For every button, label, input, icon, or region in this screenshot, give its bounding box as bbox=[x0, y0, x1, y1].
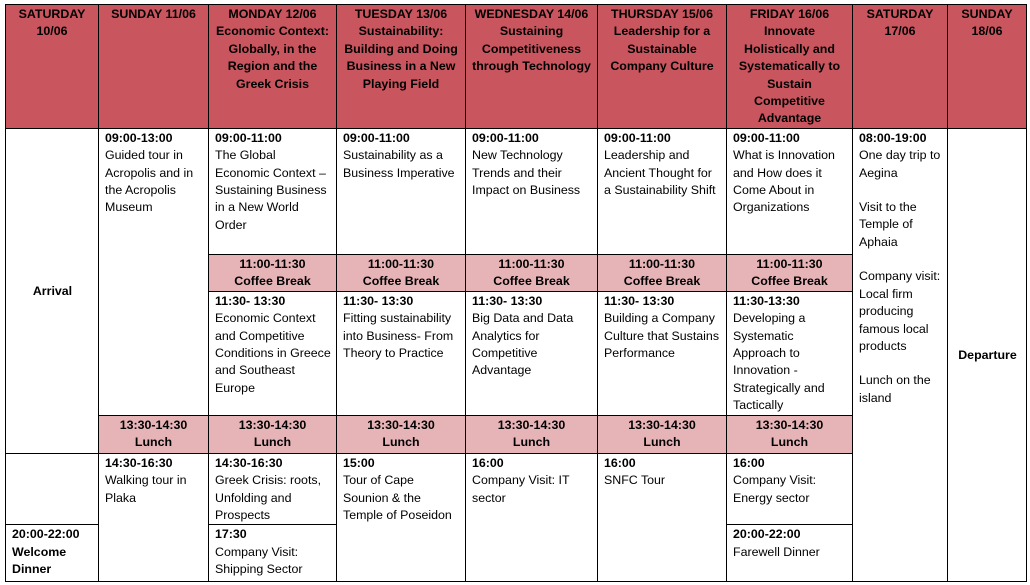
day-name: TUESDAY 13/06 bbox=[354, 7, 448, 21]
break-time: 13:30-14:30 bbox=[367, 417, 435, 432]
day-theme: Leadership for a Sustainable Company Culture bbox=[610, 24, 714, 74]
session-label: Economic Context and Competitive Conditions in Greece and Southeast Europe bbox=[215, 311, 331, 395]
session-time: 16:00 bbox=[604, 455, 636, 470]
session-label: The Global Economic Context – Sustaining Business in a New World Order bbox=[215, 148, 327, 232]
session-label: Guided tour in Acropolis and in the Acropolis Museum bbox=[105, 148, 194, 215]
mon12-coffee bbox=[209, 254, 337, 291]
sun11-lunch bbox=[99, 415, 209, 453]
break-label: Lunch bbox=[134, 435, 173, 450]
session-time: 11:30- 13:30 bbox=[604, 293, 675, 308]
day-name: SATURDAY bbox=[18, 7, 86, 21]
header-sunday-11 bbox=[99, 5, 209, 129]
fri16-lunch bbox=[727, 415, 853, 453]
session-time: 09:00-11:00 bbox=[733, 130, 800, 145]
header-friday-16 bbox=[727, 5, 853, 129]
header-thursday-15 bbox=[598, 5, 727, 129]
break-time: 13:30-14:30 bbox=[497, 417, 566, 432]
break-label: Coffee Break bbox=[623, 274, 701, 289]
session-time: 09:00-11:00 bbox=[343, 130, 410, 145]
tue13-session-1 bbox=[337, 128, 466, 254]
break-label: Coffee Break bbox=[751, 274, 828, 289]
departure-cell bbox=[948, 128, 1027, 581]
session-time: 09:00-11:00 bbox=[604, 130, 671, 145]
break-time: 13:30-14:30 bbox=[238, 417, 307, 432]
session-time: 20:00-22:00 bbox=[12, 527, 80, 542]
fri16-session-3 bbox=[727, 453, 853, 525]
header-wednesday-14 bbox=[466, 5, 598, 129]
break-time: 11:00-11:30 bbox=[628, 256, 696, 271]
mon12-session-1 bbox=[209, 128, 337, 254]
mon12-lunch bbox=[209, 415, 337, 453]
fri16-session-2 bbox=[727, 291, 853, 415]
header-monday-12 bbox=[209, 5, 337, 129]
thu15-session-3 bbox=[598, 453, 727, 582]
thu15-lunch bbox=[598, 415, 727, 453]
day-date: 18/06 bbox=[971, 24, 1003, 39]
wed14-coffee bbox=[466, 254, 598, 291]
session-label: Company Visit: Energy sector bbox=[733, 473, 817, 505]
break-time: 11:00-11:30 bbox=[367, 256, 435, 271]
trip-line-2: Visit to the Temple of Aphaia bbox=[859, 200, 917, 249]
session-label: Welcome Dinner bbox=[12, 544, 67, 577]
day-theme: Innovate Holistically and Systematically to Sustain Competitive Advantage bbox=[738, 24, 841, 126]
trip-line-3: Company visit: Local firm producing famous local products bbox=[859, 269, 941, 353]
day-name: SUNDAY 11/06 bbox=[111, 7, 196, 21]
wed14-lunch bbox=[466, 415, 598, 453]
day-date: 17/06 bbox=[884, 24, 916, 39]
session-time: 14:30-16:30 bbox=[105, 455, 173, 470]
break-label: Coffee Break bbox=[493, 274, 570, 289]
thu15-session-2 bbox=[598, 291, 727, 415]
trip-line-1: One day trip to Aegina bbox=[859, 148, 941, 180]
mon12-session-2 bbox=[209, 291, 337, 415]
session-label: Company Visit: IT sector bbox=[472, 473, 570, 505]
wed14-session-1 bbox=[466, 128, 598, 254]
break-label: Lunch bbox=[253, 435, 292, 450]
mon12-session-3 bbox=[209, 453, 337, 525]
session-label: Building a Company Culture that Sustains Performance bbox=[604, 311, 720, 361]
break-time: 13:30-14:30 bbox=[119, 417, 188, 432]
session-time: 15:00 bbox=[343, 455, 375, 470]
day-theme: Sustaining Competitiveness through Technology bbox=[472, 24, 591, 74]
session-label: What is Innovation and How does it Come About in Organizations bbox=[733, 148, 835, 215]
session-time: 08:00-19:00 bbox=[859, 130, 927, 145]
sat17-day-trip bbox=[853, 128, 948, 581]
arrival-label: Arrival bbox=[32, 283, 73, 298]
sat10-afternoon-empty bbox=[6, 453, 99, 525]
session-label: Greek Crisis: roots, Unfolding and Prospects bbox=[215, 473, 322, 522]
session-label: Company Visit: Shipping Sector bbox=[215, 544, 303, 577]
break-label: Lunch bbox=[382, 435, 420, 450]
break-time: 11:00-11:30 bbox=[239, 256, 306, 271]
wed14-session-2 bbox=[466, 291, 598, 415]
break-label: Lunch bbox=[512, 435, 551, 450]
tue13-session-2 bbox=[337, 291, 466, 415]
session-time: 09:00-11:00 bbox=[472, 130, 539, 145]
fri16-coffee bbox=[727, 254, 853, 291]
wed14-session-3 bbox=[466, 453, 598, 582]
sat10-welcome-dinner bbox=[6, 525, 99, 582]
header-saturday-17 bbox=[853, 5, 948, 129]
day-date: 10/06 bbox=[36, 24, 68, 39]
header-row bbox=[6, 5, 1027, 129]
tue13-session-3 bbox=[337, 453, 466, 582]
session-time: 11:30-13:30 bbox=[733, 293, 800, 308]
session-time: 14:30-16:30 bbox=[215, 455, 283, 470]
break-time: 11:00-11:30 bbox=[756, 256, 823, 271]
day-name: SATURDAY bbox=[866, 7, 934, 21]
session-time: 09:00-13:00 bbox=[105, 130, 173, 145]
break-time: 11:00-11:30 bbox=[498, 256, 565, 271]
arrival-cell bbox=[6, 128, 99, 453]
tue13-lunch bbox=[337, 415, 466, 453]
session-label: Developing a Systematic Approach to Innovation - Strategically and Tactically bbox=[733, 311, 825, 413]
sun11-morning bbox=[99, 128, 209, 415]
session-time: 16:00 bbox=[733, 455, 765, 470]
session-label: Farewell Dinner bbox=[733, 544, 820, 559]
sun11-afternoon bbox=[99, 453, 209, 582]
session-label: New Technology Trends and their Impact on Business bbox=[472, 148, 581, 198]
session-label: Walking tour in Plaka bbox=[105, 473, 187, 505]
header-saturday-10 bbox=[6, 5, 99, 129]
day-name: WEDNESDAY 14/06 bbox=[474, 7, 589, 21]
session-time: 11:30- 13:30 bbox=[472, 293, 543, 308]
day-name: THURSDAY 15/06 bbox=[611, 7, 713, 21]
day-name: MONDAY 12/06 bbox=[228, 7, 317, 21]
session-label: Tour of Cape Sounion & the Temple of Poseidon bbox=[343, 473, 452, 522]
fri16-session-1 bbox=[727, 128, 853, 254]
trip-line-4: Lunch on the island bbox=[859, 373, 931, 405]
session-time: 20:00-22:00 bbox=[733, 527, 801, 542]
break-label: Coffee Break bbox=[362, 274, 440, 289]
day-name: FRIDAY 16/06 bbox=[749, 7, 830, 21]
tue13-coffee bbox=[337, 254, 466, 291]
session-time: 11:30- 13:30 bbox=[215, 293, 286, 308]
departure-label: Departure bbox=[958, 347, 1017, 362]
session-time: 11:30- 13:30 bbox=[343, 293, 414, 308]
session-label: SNFC Tour bbox=[604, 473, 666, 488]
session-label: Sustainability as a Business Imperative bbox=[343, 148, 455, 180]
break-time: 13:30-14:30 bbox=[628, 417, 696, 432]
session-label: Fitting sustainability into Business- From Theory to Practice bbox=[343, 311, 454, 361]
session-label: Leadership and Ancient Thought for a Sustainability Shift bbox=[604, 148, 716, 198]
thu15-session-1 bbox=[598, 128, 727, 254]
session-label: Big Data and Data Analytics for Competitive Advantage bbox=[472, 311, 574, 378]
break-label: Lunch bbox=[643, 435, 681, 450]
row-morning bbox=[6, 128, 1027, 254]
session-time: 17:30 bbox=[215, 527, 247, 542]
day-name: SUNDAY bbox=[961, 7, 1013, 21]
fri16-farewell-dinner bbox=[727, 525, 853, 582]
break-time: 13:30-14:30 bbox=[755, 417, 824, 432]
day-theme: Economic Context: Globally, in the Region and the Greek Crisis bbox=[216, 24, 329, 91]
thu15-coffee bbox=[598, 254, 727, 291]
header-tuesday-13 bbox=[337, 5, 466, 129]
break-label: Coffee Break bbox=[234, 274, 311, 289]
break-label: Lunch bbox=[770, 435, 809, 450]
session-time: 16:00 bbox=[472, 455, 504, 470]
day-theme: Sustainability: Building and Doing Business in a New Playing Field bbox=[344, 24, 458, 91]
header-sunday-18 bbox=[948, 5, 1027, 129]
mon12-session-4 bbox=[209, 525, 337, 582]
schedule-table bbox=[5, 4, 1027, 582]
session-time: 09:00-11:00 bbox=[215, 130, 282, 145]
